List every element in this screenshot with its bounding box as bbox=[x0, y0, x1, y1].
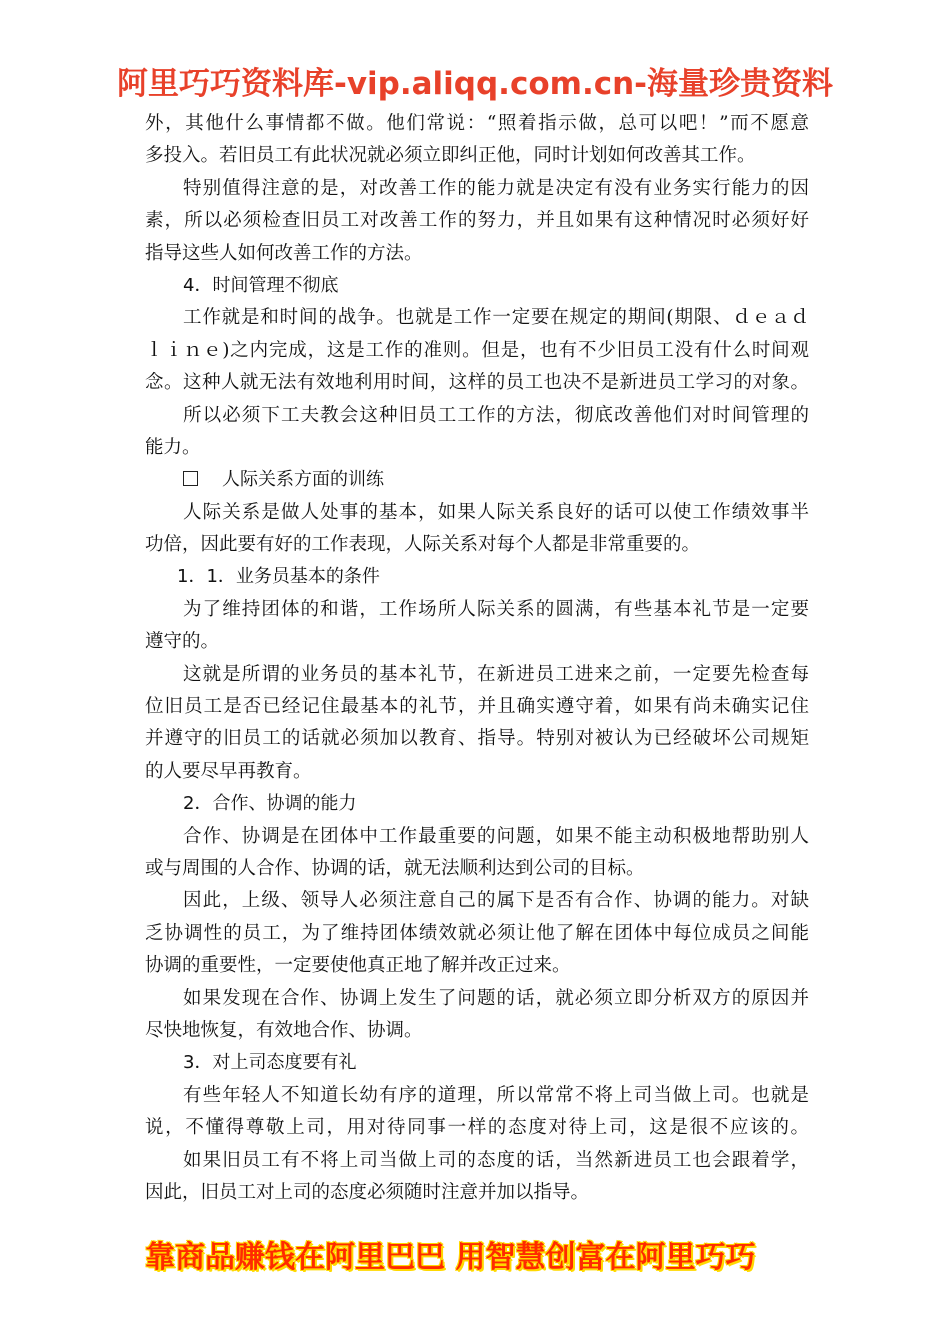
text-line: ｌｉｎｅ)之内完成，这是工作的准则。但是，也有不少旧员工没有什么时间观 bbox=[145, 339, 809, 361]
text-line: 或与周围的人合作、协调的话，就无法顺利达到公司的目标。 bbox=[145, 857, 645, 879]
text-line: 念。这种人就无法有效地利用时间，这样的员工也决不是新进员工学习的对象。 bbox=[145, 372, 809, 394]
text-line: 所以必须下工夫教会这种旧员工工作的方法，彻底改善他们对时间管理的 bbox=[183, 404, 809, 426]
section-heading: 4．时间管理不彻底 bbox=[183, 274, 339, 296]
text-line: 人际关系是做人处事的基本，如果人际关系良好的话可以使工作绩效事半 bbox=[183, 501, 809, 523]
text-line: 说，不懂得尊敬上司，用对待同事一样的态度对待上司，这是很不应该的。 bbox=[145, 1117, 809, 1139]
footer-banner: 靠商品赚钱在阿里巴巴 用智慧创富在阿里巧巧 bbox=[145, 1240, 756, 1275]
section-heading: 2．合作、协调的能力 bbox=[183, 793, 357, 815]
document-body bbox=[145, 108, 809, 1209]
text-line: 多投入。若旧员工有此状况就必须立即纠正他，同时计划如何改善其工作。 bbox=[145, 145, 756, 167]
text-line: 这就是所谓的业务员的基本礼节，在新进员工进来之前，一定要先检查每 bbox=[183, 663, 809, 685]
section-title-label: 人际关系方面的训练 bbox=[222, 469, 384, 491]
text-line: 位旧员工是否已经记住最基本的礼节，并且确实遵守着，如果有尚未确实记住 bbox=[145, 696, 809, 718]
text-line: 有些年轻人不知道长幼有序的道理，所以常常不将上司当做上司。也就是 bbox=[183, 1084, 809, 1106]
text-line: 能力。 bbox=[145, 436, 201, 458]
section-title bbox=[145, 464, 809, 496]
text-line: 指导这些人如何改善工作的方法。 bbox=[145, 242, 423, 264]
text-line: 功倍，因此要有好的工作表现，人际关系对每个人都是非常重要的。 bbox=[145, 534, 701, 556]
text-line: 素，所以必须检查旧员工对改善工作的努力，并且如果有这种情况时必须好好 bbox=[145, 210, 809, 232]
text-line: 如果旧员工有不将上司当做上司的态度的话，当然新进员工也会跟着学， bbox=[183, 1149, 809, 1171]
checkbox-square-icon bbox=[183, 471, 198, 486]
header-banner: 阿里巧巧资料库-vip.aliqq.com.cn-海量珍贵资料 bbox=[116, 66, 834, 102]
text-line: 如果发现在合作、协调上发生了问题的话，就必须立即分析双方的原因并 bbox=[183, 987, 809, 1009]
text-line: 合作、协调是在团体中工作最重要的问题，如果不能主动积极地帮助别人 bbox=[183, 825, 809, 847]
text-line: 因此，旧员工对上司的态度必须随时注意并加以指导。 bbox=[145, 1181, 590, 1203]
text-line: 的人要尽早再教育。 bbox=[145, 760, 312, 782]
text-line: 工作就是和时间的战争。也就是工作一定要在规定的期间(期限、ｄｅａｄ bbox=[183, 307, 809, 329]
section-heading: 3．对上司态度要有礼 bbox=[183, 1052, 357, 1074]
text-line: 遵守的。 bbox=[145, 631, 220, 653]
text-line: 尽快地恢复，有效地合作、协调。 bbox=[145, 1019, 423, 1041]
text-line: 并遵守的旧员工的话就必须加以教育、指导。特别对被认为已经破坏公司规矩 bbox=[145, 728, 809, 750]
text-line: 乏协调性的员工，为了维持团体绩效就必须让他了解在团体中每位成员之间能 bbox=[145, 922, 809, 944]
text-line: 因此，上级、领导人必须注意自己的属下是否有合作、协调的能力。对缺 bbox=[183, 890, 809, 912]
text-line: 协调的重要性，一定要使他真正地了解并改正过来。 bbox=[145, 955, 571, 977]
text-line: 特别值得注意的是，对改善工作的能力就是决定有没有业务实行能力的因 bbox=[183, 177, 809, 199]
text-line: 外，其他什么事情都不做。他们常说：“照着指示做，总可以吧！”而不愿意 bbox=[145, 113, 809, 134]
section-heading: 1．1．业务员基本的条件 bbox=[177, 566, 380, 588]
text-line: 为了维持团体的和谐，工作场所人际关系的圆满，有些基本礼节是一定要 bbox=[183, 598, 809, 620]
